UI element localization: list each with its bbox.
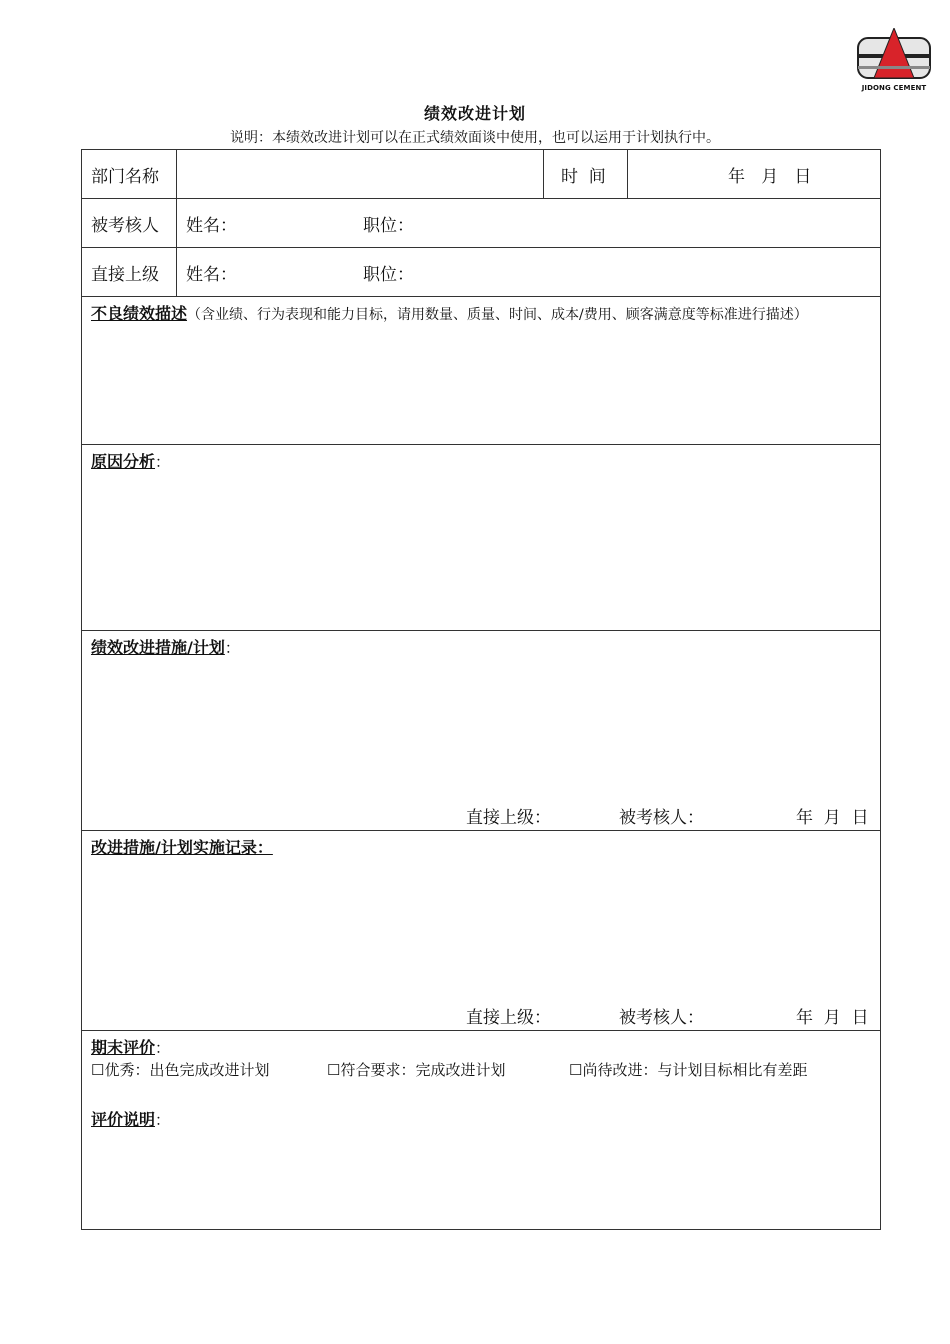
supervisor-label: 直接上级 bbox=[91, 264, 159, 285]
record-employee-sign[interactable]: 被考核人： bbox=[619, 1008, 704, 1028]
measures-heading: 绩效改进措施/计划 bbox=[91, 638, 225, 657]
supervisor-position-field[interactable]: 职位： bbox=[363, 264, 414, 285]
section-improvement-measures[interactable] bbox=[82, 631, 880, 831]
comment-heading: 评价说明 bbox=[91, 1110, 156, 1129]
company-logo bbox=[856, 28, 932, 96]
record-heading: 改进措施/计划实施记录： bbox=[91, 838, 273, 857]
row-department bbox=[82, 150, 880, 199]
checkbox-icon[interactable]: ☐ bbox=[327, 1061, 341, 1079]
rating-option-text: 优秀：出色完成改进计划 bbox=[104, 1061, 270, 1079]
logo-text: JIDONG CEMENT bbox=[861, 84, 927, 92]
row-supervisor bbox=[82, 248, 880, 297]
section-cause-analysis[interactable] bbox=[82, 445, 880, 631]
rating-option-text: 尚待改进：与计划目标相比有差距 bbox=[582, 1061, 808, 1079]
measures-colon: ： bbox=[224, 639, 240, 657]
checkbox-icon[interactable]: ☐ bbox=[91, 1061, 105, 1079]
supervisor-name-field[interactable]: 姓名： bbox=[186, 264, 237, 285]
rating-option-excellent[interactable] bbox=[91, 1059, 269, 1080]
measures-heading-block bbox=[91, 635, 871, 661]
dept-label: 部门名称 bbox=[91, 166, 159, 187]
employee-label: 被考核人 bbox=[91, 215, 159, 236]
row-employee bbox=[82, 199, 880, 248]
record-supervisor-sign[interactable]: 直接上级： bbox=[466, 1008, 551, 1028]
final-colon: ： bbox=[155, 1039, 171, 1057]
section-implementation-record[interactable] bbox=[82, 831, 880, 1031]
section-poor-performance[interactable] bbox=[82, 297, 880, 445]
page-subtitle: 说明：本绩效改进计划可以在正式绩效面谈中使用，也可以运用于计划执行中。 bbox=[230, 130, 720, 146]
rating-option-text: 符合要求：完成改进计划 bbox=[340, 1061, 506, 1079]
comment-colon: ： bbox=[155, 1111, 171, 1129]
page-title: 绩效改进计划 bbox=[423, 104, 526, 123]
poor-performance-heading-block bbox=[91, 301, 871, 328]
section-final-evaluation bbox=[82, 1031, 880, 1229]
poor-performance-heading: 不良绩效描述 bbox=[91, 304, 188, 323]
time-label: 时 间 bbox=[561, 166, 606, 187]
poor-performance-note: （含业绩、行为表现和能力目标，请用数量、质量、时间、成本/费用、顾客满意度等标准进行描述） bbox=[187, 307, 808, 323]
cause-analysis-heading-block bbox=[91, 449, 871, 475]
comment-heading-block[interactable] bbox=[91, 1107, 871, 1133]
final-heading-block bbox=[91, 1035, 871, 1061]
cause-analysis-colon: ： bbox=[155, 453, 171, 471]
checkbox-icon[interactable]: ☐ bbox=[569, 1061, 583, 1079]
employee-name-field[interactable]: 姓名： bbox=[186, 215, 237, 236]
employee-position-field[interactable]: 职位： bbox=[363, 215, 414, 236]
measures-supervisor-sign[interactable]: 直接上级： bbox=[466, 808, 551, 828]
date-field[interactable]: 年 月 日 bbox=[728, 166, 812, 187]
rating-option-needs-improvement[interactable] bbox=[569, 1059, 807, 1080]
dept-input[interactable] bbox=[182, 150, 542, 198]
record-heading-block bbox=[91, 835, 871, 861]
measures-employee-sign[interactable]: 被考核人： bbox=[619, 808, 704, 828]
record-date[interactable]: 年 月 日 bbox=[796, 1008, 869, 1028]
logo-emblem-icon bbox=[856, 28, 932, 84]
cause-analysis-heading: 原因分析 bbox=[91, 452, 156, 471]
final-heading: 期末评价 bbox=[91, 1038, 156, 1057]
rating-option-meets[interactable] bbox=[327, 1059, 505, 1080]
improvement-plan-form bbox=[81, 149, 881, 1230]
measures-date[interactable]: 年 月 日 bbox=[796, 808, 869, 828]
